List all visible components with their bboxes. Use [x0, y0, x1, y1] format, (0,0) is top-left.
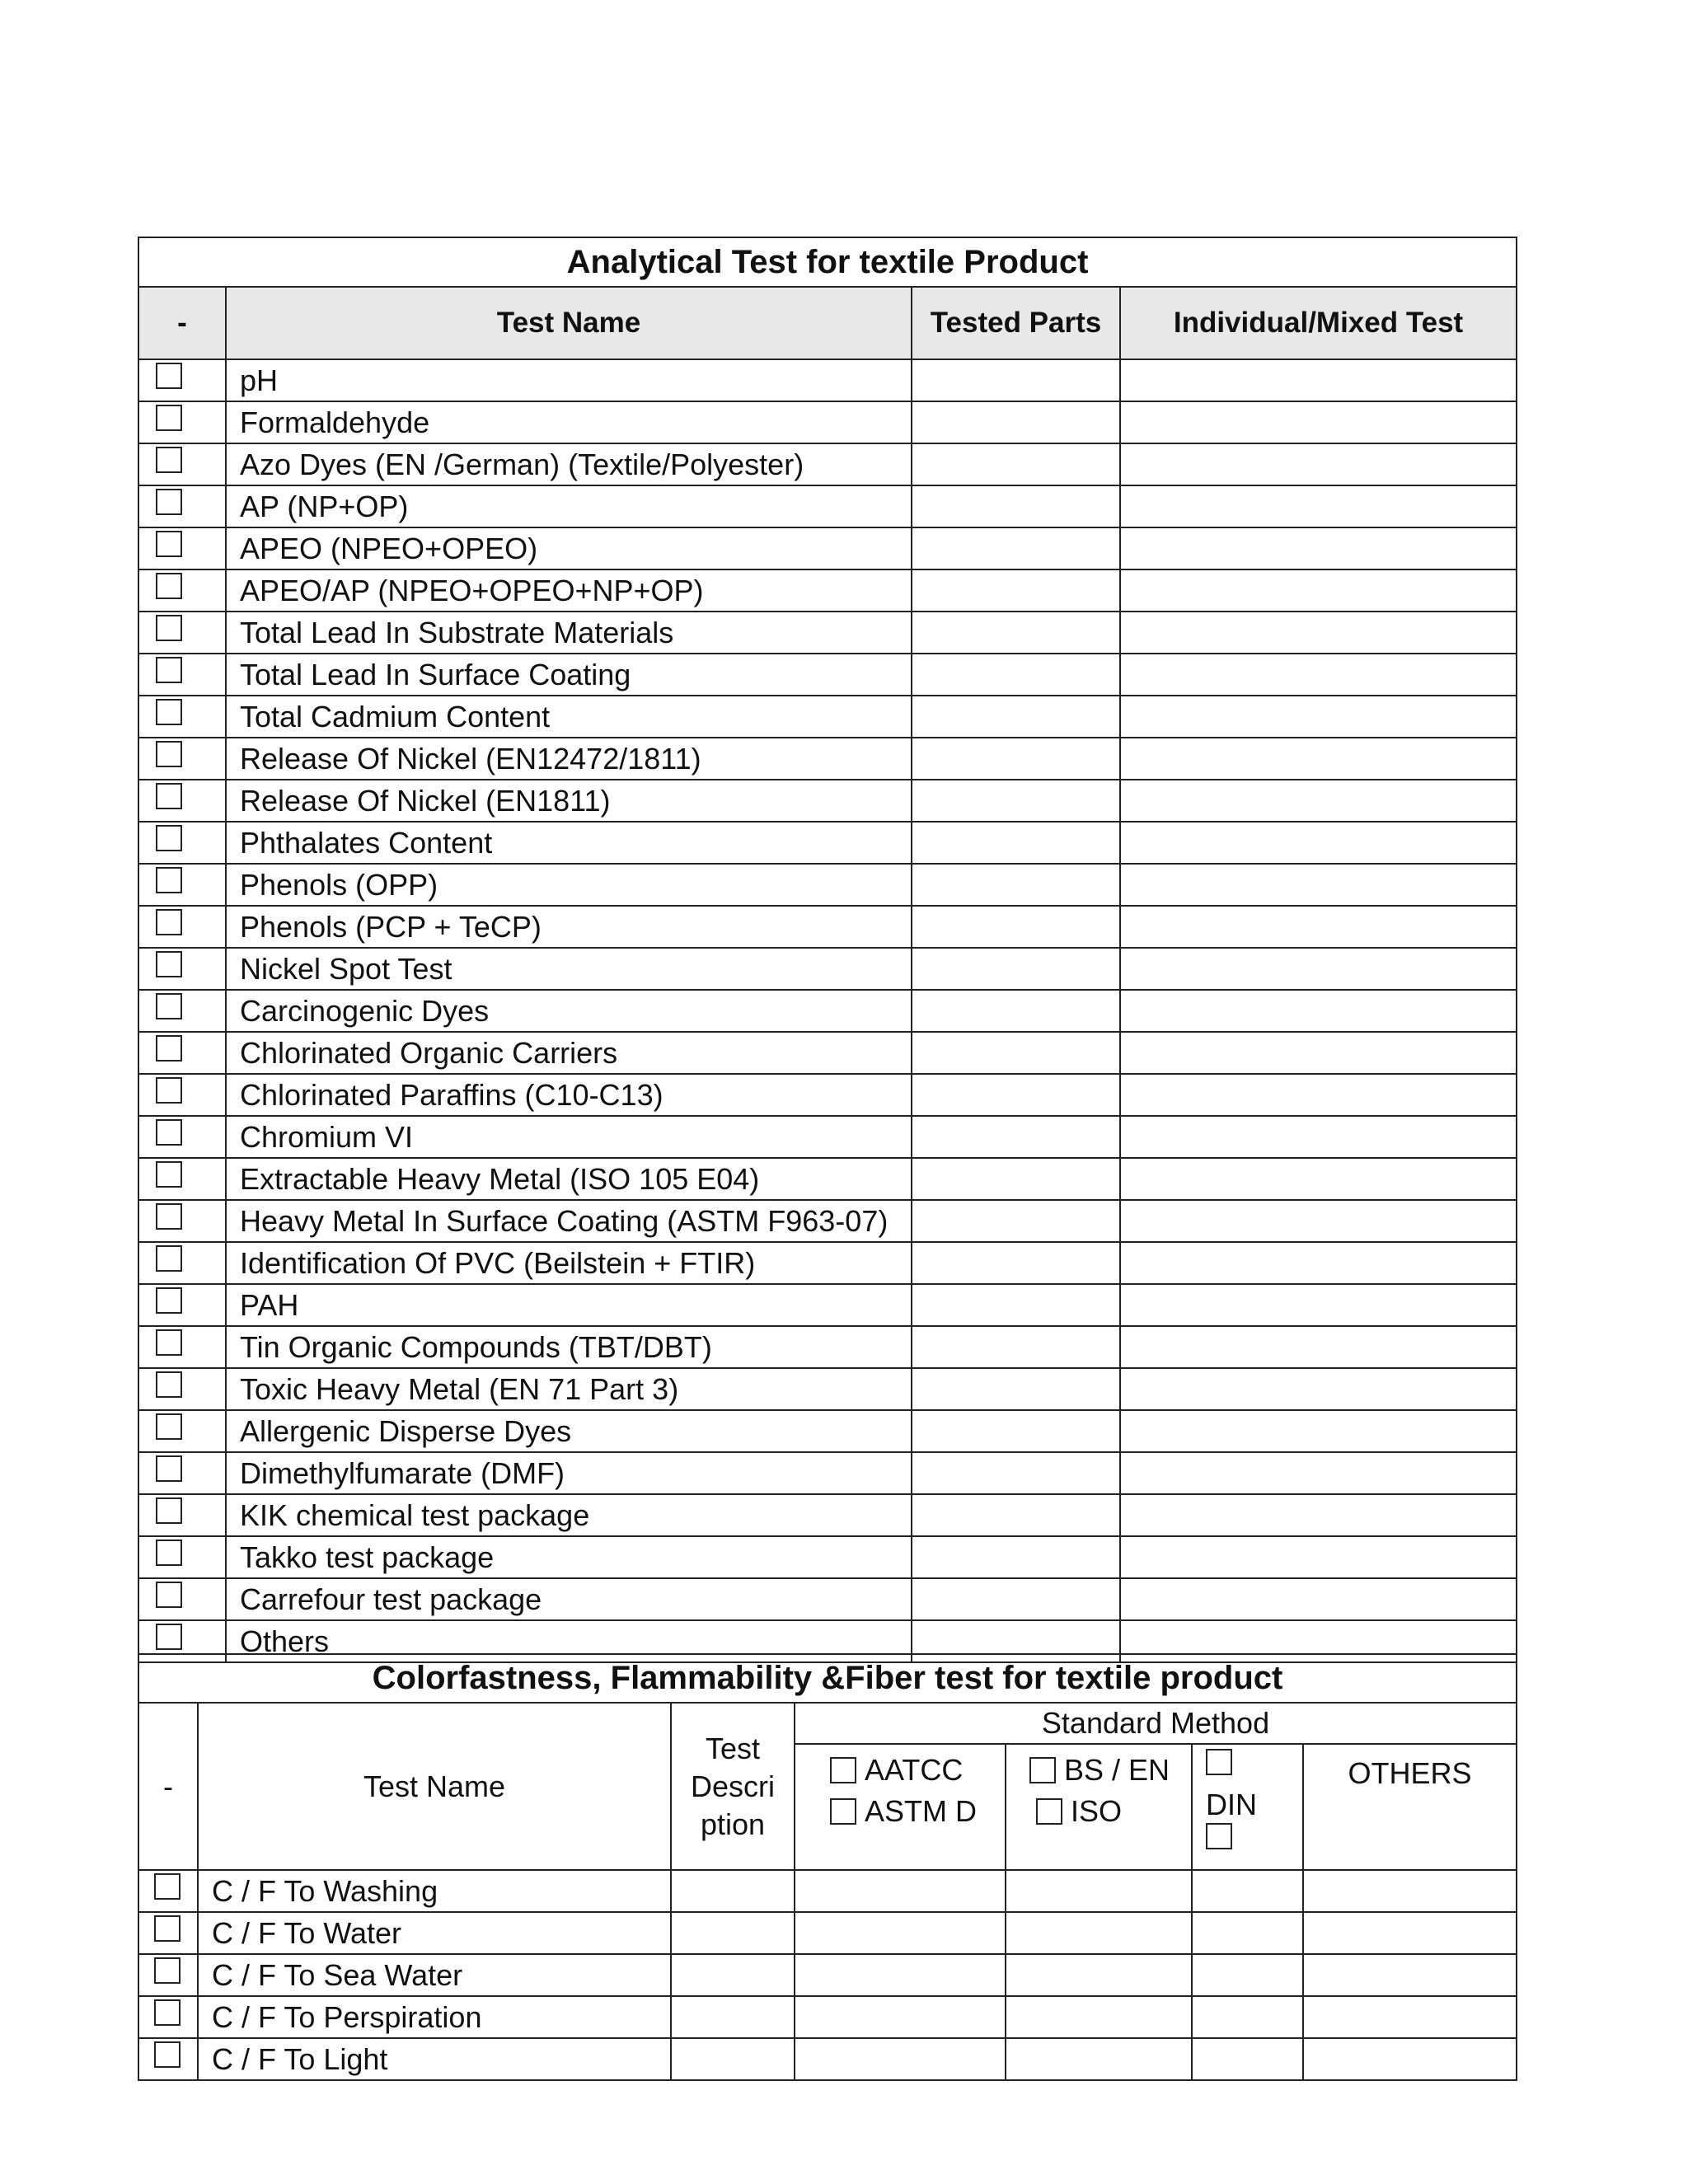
table-row — [138, 612, 1517, 654]
tested-parts-field[interactable] — [912, 359, 1120, 401]
checkbox-cell — [138, 654, 226, 696]
tested-parts-field[interactable] — [912, 1494, 1120, 1536]
table-row — [138, 864, 1517, 906]
tested-parts-field[interactable] — [912, 569, 1120, 612]
individual-mixed-field[interactable] — [1120, 1032, 1517, 1074]
row-checkbox[interactable] — [156, 615, 182, 641]
test-name: PAH — [226, 1284, 912, 1326]
checkbox-cell — [138, 1326, 226, 1368]
others-header: OTHERS — [1303, 1744, 1517, 1870]
individual-mixed-field[interactable] — [1120, 990, 1517, 1032]
colorfastness-test-rows — [138, 1870, 1517, 2080]
tested-parts-field[interactable] — [912, 485, 1120, 527]
colorfastness-test-table — [138, 1653, 1517, 2081]
row-checkbox[interactable] — [156, 1077, 182, 1104]
individual-mixed-field[interactable] — [1120, 1074, 1517, 1116]
row-checkbox[interactable] — [156, 699, 182, 725]
analytical-table-title: Analytical Test for textile Product — [138, 237, 1517, 287]
individual-mixed-field[interactable] — [1120, 1452, 1517, 1494]
tested-parts-field[interactable] — [912, 738, 1120, 780]
table-row — [138, 1200, 1517, 1242]
individual-mixed-field[interactable] — [1120, 1116, 1517, 1158]
individual-mixed-field[interactable] — [1120, 1494, 1517, 1536]
table-row — [138, 1074, 1517, 1116]
checkbox-cell — [138, 1452, 226, 1494]
test-name: Phenols (OPP) — [226, 864, 912, 906]
bs-en-label: BS / EN — [1064, 1753, 1170, 1787]
row-checkbox[interactable] — [156, 531, 182, 557]
row-checkbox[interactable] — [156, 1497, 182, 1524]
aatcc-astm-field[interactable] — [795, 1870, 1006, 1912]
checkbox-cell — [138, 1996, 198, 2038]
test-description-field[interactable] — [671, 1912, 795, 1954]
table-row — [138, 443, 1517, 485]
test-name: Heavy Metal In Surface Coating (ASTM F963-07) — [226, 1200, 912, 1242]
test-name: Identification Of PVC (Beilstein + FTIR) — [226, 1242, 912, 1284]
checkbox-cell — [138, 485, 226, 527]
checkbox-cell — [138, 359, 226, 401]
row-checkbox[interactable] — [156, 825, 182, 851]
others-field[interactable] — [1303, 1954, 1517, 1996]
checkbox-cell — [138, 1494, 226, 1536]
analytical-test-table — [138, 237, 1517, 1663]
checkbox-cell — [138, 738, 226, 780]
row-checkbox[interactable] — [154, 2041, 181, 2068]
checkbox-cell — [138, 1912, 198, 1954]
test-name: Total Lead In Substrate Materials — [226, 612, 912, 654]
test-description-field[interactable] — [671, 2038, 795, 2080]
individual-mixed-field[interactable] — [1120, 1326, 1517, 1368]
row-checkbox[interactable] — [156, 1371, 182, 1398]
bs-en-iso-field[interactable] — [1006, 1870, 1192, 1912]
row-checkbox[interactable] — [154, 1999, 181, 2026]
row-checkbox[interactable] — [154, 1873, 181, 1900]
table-row — [138, 1494, 1517, 1536]
row-checkbox[interactable] — [156, 1161, 182, 1188]
individual-mixed-field[interactable] — [1120, 654, 1517, 696]
row-checkbox[interactable] — [156, 489, 182, 515]
test-name: pH — [226, 359, 912, 401]
aatcc-label: AATCC — [865, 1753, 964, 1787]
row-checkbox[interactable] — [156, 741, 182, 767]
table-row — [138, 1326, 1517, 1368]
checkbox-cell — [138, 1870, 198, 1912]
cf-test-name: C / F To Water — [198, 1912, 671, 1954]
table-row — [138, 1368, 1517, 1410]
row-checkbox[interactable] — [156, 447, 182, 473]
bs-en-checkbox[interactable] — [1029, 1757, 1056, 1783]
test-name: Carrefour test package — [226, 1578, 912, 1620]
individual-mixed-field[interactable] — [1120, 1536, 1517, 1578]
tested-parts-field[interactable] — [912, 906, 1120, 948]
table-row — [138, 738, 1517, 780]
bs-en-iso-field[interactable] — [1006, 1996, 1192, 2038]
cf-test-name-header: Test Name — [198, 1703, 671, 1870]
tested-parts-field[interactable] — [912, 1032, 1120, 1074]
test-name: KIK chemical test package — [226, 1494, 912, 1536]
individual-mixed-field[interactable] — [1120, 1242, 1517, 1284]
row-checkbox[interactable] — [156, 867, 182, 893]
test-name: Azo Dyes (EN /German) (Textile/Polyester) — [226, 443, 912, 485]
individual-mixed-field[interactable] — [1120, 1284, 1517, 1326]
row-checkbox[interactable] — [156, 1455, 182, 1482]
individual-mixed-field[interactable] — [1120, 359, 1517, 401]
table-row — [138, 1578, 1517, 1620]
test-description-field[interactable] — [671, 1996, 795, 2038]
table-row — [138, 822, 1517, 864]
aatcc-astm-field[interactable] — [795, 1954, 1006, 1996]
checkbox-cell — [138, 443, 226, 485]
table-row — [138, 527, 1517, 569]
test-name: Tin Organic Compounds (TBT/DBT) — [226, 1326, 912, 1368]
individual-mixed-field[interactable] — [1120, 1578, 1517, 1620]
aatcc-checkbox[interactable] — [830, 1757, 856, 1783]
individual-mixed-field[interactable] — [1120, 443, 1517, 485]
row-checkbox[interactable] — [156, 951, 182, 977]
bs-en-iso-field[interactable] — [1006, 1954, 1192, 1996]
individual-mixed-field[interactable] — [1120, 485, 1517, 527]
individual-mixed-field[interactable] — [1120, 948, 1517, 990]
din-field[interactable] — [1192, 2038, 1303, 2080]
din-field[interactable] — [1192, 1996, 1303, 2038]
tested-parts-field[interactable] — [912, 822, 1120, 864]
tested-parts-field[interactable] — [912, 1578, 1120, 1620]
individual-mixed-field[interactable] — [1120, 906, 1517, 948]
individual-mixed-header: Individual/Mixed Test — [1120, 287, 1517, 359]
row-checkbox[interactable] — [156, 1203, 182, 1230]
standard-method-header: Standard Method — [795, 1703, 1517, 1744]
test-name: Chlorinated Organic Carriers — [226, 1032, 912, 1074]
test-name: APEO (NPEO+OPEO) — [226, 527, 912, 569]
individual-mixed-field[interactable] — [1120, 822, 1517, 864]
test-name: Phenols (PCP + TeCP) — [226, 906, 912, 948]
din-cell — [1192, 1744, 1303, 1870]
table-row — [138, 906, 1517, 948]
tested-parts-field[interactable] — [912, 864, 1120, 906]
index-header: - — [138, 287, 226, 359]
test-name: Allergenic Disperse Dyes — [226, 1410, 912, 1452]
aatcc-astm-field[interactable] — [795, 1996, 1006, 2038]
test-name: Total Cadmium Content — [226, 696, 912, 738]
row-checkbox[interactable] — [156, 1245, 182, 1272]
test-name: Chromium VI — [226, 1116, 912, 1158]
tested-parts-field[interactable] — [912, 948, 1120, 990]
checkbox-cell — [138, 1074, 226, 1116]
tested-parts-field[interactable] — [912, 696, 1120, 738]
tested-parts-field[interactable] — [912, 990, 1120, 1032]
table-row — [138, 1284, 1517, 1326]
din-label: DIN — [1206, 1788, 1257, 1821]
test-description-field[interactable] — [671, 1954, 795, 1996]
checkbox-cell — [138, 1410, 226, 1452]
individual-mixed-field[interactable] — [1120, 527, 1517, 569]
checkbox-cell — [138, 1284, 226, 1326]
table-row — [138, 1410, 1517, 1452]
tested-parts-field[interactable] — [912, 1410, 1120, 1452]
table-row — [138, 569, 1517, 612]
tested-parts-field[interactable] — [912, 1536, 1120, 1578]
individual-mixed-field[interactable] — [1120, 612, 1517, 654]
row-checkbox[interactable] — [156, 1035, 182, 1062]
others-field[interactable] — [1303, 1870, 1517, 1912]
tested-parts-field[interactable] — [912, 654, 1120, 696]
table-row — [138, 359, 1517, 401]
din-checkbox-top[interactable] — [1206, 1749, 1232, 1775]
test-name: Nickel Spot Test — [226, 948, 912, 990]
table-row — [138, 990, 1517, 1032]
cf-index-header: - — [138, 1703, 198, 1870]
checkbox-cell — [138, 1242, 226, 1284]
test-name: Takko test package — [226, 1536, 912, 1578]
tested-parts-field[interactable] — [912, 780, 1120, 822]
checkbox-cell — [138, 948, 226, 990]
tested-parts-field[interactable] — [912, 1326, 1120, 1368]
table-row — [138, 948, 1517, 990]
din-checkbox-bottom[interactable] — [1206, 1823, 1232, 1849]
checkbox-cell — [138, 1536, 226, 1578]
checkbox-cell — [138, 906, 226, 948]
tested-parts-field[interactable] — [912, 1242, 1120, 1284]
bs-en-iso-field[interactable] — [1006, 1912, 1192, 1954]
table-row — [138, 1158, 1517, 1200]
test-description-header: Test Descri ption — [671, 1703, 795, 1870]
individual-mixed-field[interactable] — [1120, 1158, 1517, 1200]
cf-test-name: C / F To Light — [198, 2038, 671, 2080]
table-row — [138, 780, 1517, 822]
checkbox-cell — [138, 569, 226, 612]
checkbox-cell — [138, 1200, 226, 1242]
row-checkbox[interactable] — [154, 1957, 181, 1984]
tested-parts-header: Tested Parts — [912, 287, 1120, 359]
test-name: Formaldehyde — [226, 401, 912, 443]
checkbox-cell — [138, 990, 226, 1032]
test-name: Total Lead In Surface Coating — [226, 654, 912, 696]
din-field[interactable] — [1192, 1912, 1303, 1954]
table-row — [138, 1912, 1517, 1954]
checkbox-cell — [138, 864, 226, 906]
row-checkbox[interactable] — [156, 1119, 182, 1146]
test-name: Carcinogenic Dyes — [226, 990, 912, 1032]
test-name: Toxic Heavy Metal (EN 71 Part 3) — [226, 1368, 912, 1410]
row-checkbox[interactable] — [156, 909, 182, 935]
aatcc-astm-cell — [795, 1744, 1006, 1870]
others-field[interactable] — [1303, 1912, 1517, 1954]
tested-parts-field[interactable] — [912, 443, 1120, 485]
individual-mixed-field[interactable] — [1120, 569, 1517, 612]
table-row — [138, 654, 1517, 696]
astm-d-label: ASTM D — [865, 1794, 978, 1828]
table-row — [138, 1452, 1517, 1494]
table-row — [138, 1996, 1517, 2038]
checkbox-cell — [138, 2038, 198, 2080]
tested-parts-field[interactable] — [912, 1158, 1120, 1200]
row-checkbox[interactable] — [156, 1582, 182, 1608]
tested-parts-field[interactable] — [912, 1116, 1120, 1158]
individual-mixed-field[interactable] — [1120, 401, 1517, 443]
table-row — [138, 1116, 1517, 1158]
row-checkbox[interactable] — [156, 1413, 182, 1440]
test-name: Release Of Nickel (EN12472/1811) — [226, 738, 912, 780]
table-row — [138, 1954, 1517, 1996]
individual-mixed-field[interactable] — [1120, 1410, 1517, 1452]
others-field[interactable] — [1303, 1996, 1517, 2038]
individual-mixed-field[interactable] — [1120, 696, 1517, 738]
test-name: AP (NP+OP) — [226, 485, 912, 527]
test-name: APEO/AP (NPEO+OPEO+NP+OP) — [226, 569, 912, 612]
tested-parts-field[interactable] — [912, 401, 1120, 443]
table-row — [138, 1870, 1517, 1912]
iso-label: ISO — [1071, 1794, 1123, 1828]
tested-parts-field[interactable] — [912, 1284, 1120, 1326]
checkbox-cell — [138, 1578, 226, 1620]
table-row — [138, 1242, 1517, 1284]
aatcc-astm-field[interactable] — [795, 2038, 1006, 2080]
row-checkbox[interactable] — [156, 993, 182, 1019]
colorfastness-table-title: Colorfastness, Flammability &Fiber test for textile product — [138, 1654, 1517, 1703]
row-checkbox[interactable] — [156, 363, 182, 389]
test-name: Chlorinated Paraffins (C10-C13) — [226, 1074, 912, 1116]
row-checkbox[interactable] — [156, 573, 182, 599]
row-checkbox[interactable] — [156, 1624, 182, 1650]
row-checkbox[interactable] — [156, 1540, 182, 1566]
individual-mixed-field[interactable] — [1120, 1200, 1517, 1242]
iso-checkbox[interactable] — [1036, 1798, 1062, 1825]
test-description-field[interactable] — [671, 1870, 795, 1912]
table-row — [138, 401, 1517, 443]
tested-parts-field[interactable] — [912, 1074, 1120, 1116]
individual-mixed-field[interactable] — [1120, 738, 1517, 780]
tested-parts-field[interactable] — [912, 1200, 1120, 1242]
row-checkbox[interactable] — [156, 405, 182, 431]
checkbox-cell — [138, 1116, 226, 1158]
astm-d-checkbox[interactable] — [830, 1798, 856, 1825]
tested-parts-field[interactable] — [912, 612, 1120, 654]
table-row — [138, 485, 1517, 527]
din-field[interactable] — [1192, 1954, 1303, 1996]
row-checkbox[interactable] — [156, 657, 182, 683]
din-field[interactable] — [1192, 1870, 1303, 1912]
table-row — [138, 2038, 1517, 2080]
checkbox-cell — [138, 401, 226, 443]
checkbox-cell — [138, 1032, 226, 1074]
cf-test-name: C / F To Sea Water — [198, 1954, 671, 1996]
test-name: Others — [226, 1620, 912, 1662]
tested-parts-field[interactable] — [912, 527, 1120, 569]
checkbox-cell — [138, 1158, 226, 1200]
checkbox-cell — [138, 1954, 198, 1996]
tested-parts-field[interactable] — [912, 1452, 1120, 1494]
row-checkbox[interactable] — [156, 1329, 182, 1356]
row-checkbox[interactable] — [154, 1915, 181, 1942]
bs-en-iso-cell — [1006, 1744, 1192, 1870]
aatcc-astm-field[interactable] — [795, 1912, 1006, 1954]
checkbox-cell — [138, 527, 226, 569]
checkbox-cell — [138, 1368, 226, 1410]
row-checkbox[interactable] — [156, 1287, 182, 1314]
cf-test-name: C / F To Perspiration — [198, 1996, 671, 2038]
individual-mixed-field[interactable] — [1120, 780, 1517, 822]
test-name: Dimethylfumarate (DMF) — [226, 1452, 912, 1494]
others-field[interactable] — [1303, 2038, 1517, 2080]
test-name: Phthalates Content — [226, 822, 912, 864]
cf-test-name: C / F To Washing — [198, 1870, 671, 1912]
tested-parts-field[interactable] — [912, 1368, 1120, 1410]
row-checkbox[interactable] — [156, 783, 182, 809]
table-row — [138, 696, 1517, 738]
table-row — [138, 1536, 1517, 1578]
checkbox-cell — [138, 780, 226, 822]
analytical-test-rows — [138, 359, 1517, 1662]
individual-mixed-field[interactable] — [1120, 864, 1517, 906]
test-name: Release Of Nickel (EN1811) — [226, 780, 912, 822]
checkbox-cell — [138, 822, 226, 864]
test-name-header: Test Name — [226, 287, 912, 359]
test-name: Extractable Heavy Metal (ISO 105 E04) — [226, 1158, 912, 1200]
checkbox-cell — [138, 696, 226, 738]
bs-en-iso-field[interactable] — [1006, 2038, 1192, 2080]
table-row — [138, 1032, 1517, 1074]
individual-mixed-field[interactable] — [1120, 1368, 1517, 1410]
checkbox-cell — [138, 612, 226, 654]
